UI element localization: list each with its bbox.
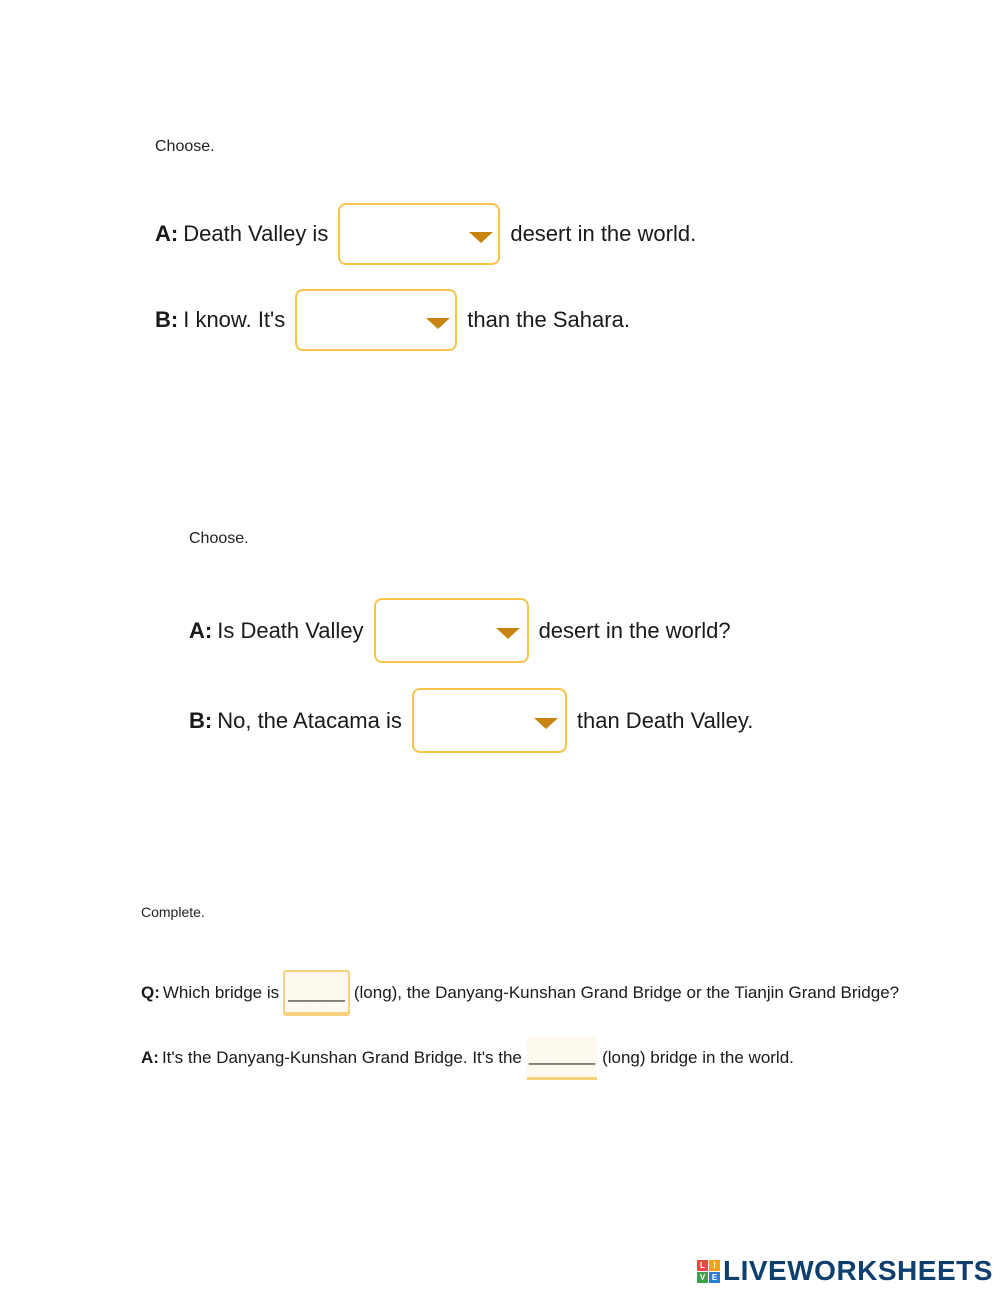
logo-tile: E [709, 1272, 720, 1283]
sentence-text-after: desert in the world? [538, 617, 731, 643]
logo-tile: L [697, 1260, 708, 1271]
speaker-label: A: [189, 617, 213, 643]
answer-dropdown-1[interactable] [338, 203, 500, 265]
sentence-text-after: (long) bridge in the world. [602, 1048, 794, 1067]
chevron-down-icon [426, 318, 450, 329]
chevron-down-icon [496, 628, 520, 639]
answer-blank-2[interactable]: _______ [527, 1036, 597, 1080]
sentence-text-after: desert in the world. [510, 221, 697, 246]
logo-tile: I [709, 1260, 720, 1271]
sentence-text-before: Is Death Valley [217, 617, 364, 643]
chevron-down-icon [534, 718, 558, 729]
sentence-1a [155, 203, 696, 265]
sentence-text-before: Death Valley is [183, 221, 329, 246]
speaker-label: B: [189, 707, 213, 733]
logo-text: LIVEWORKSHEETS [723, 1255, 993, 1286]
logo-tile: V [697, 1272, 708, 1283]
instruction-complete: Complete. [141, 904, 205, 920]
answer-blank-1[interactable]: ______ [283, 970, 350, 1016]
speaker-label: A: [141, 1048, 159, 1067]
sentence-text-after: than Death Valley. [576, 707, 754, 733]
chevron-down-icon [469, 232, 493, 243]
speaker-label: B: [155, 307, 179, 332]
speaker-label: A: [155, 221, 179, 246]
answer-dropdown-2[interactable] [295, 289, 457, 351]
sentence-text-before: Which bridge is [162, 983, 280, 1002]
answer-dropdown-4[interactable] [412, 688, 567, 753]
sentence-2a [189, 598, 731, 663]
instruction-choose-2: Choose. [189, 530, 249, 547]
sentence-text-before: It's the Danyang-Kunshan Grand Bridge. It's the [161, 1048, 522, 1067]
sentence-2b [189, 688, 753, 753]
sentence-text-after: than the Sahara. [467, 307, 630, 332]
sentence-3a [141, 1036, 794, 1080]
sentence-3q [141, 970, 899, 1016]
instruction-choose-1: Choose. [155, 138, 215, 155]
liveworksheets-logo[interactable] [697, 1255, 993, 1287]
speaker-label: Q: [141, 983, 160, 1002]
sentence-text-after: (long), the Danyang-Kunshan Grand Bridge or the Tianjin Grand Bridge? [353, 983, 900, 1002]
logo-tiles-icon [697, 1260, 720, 1283]
sentence-text-before: I know. It's [183, 307, 286, 332]
sentence-1b [155, 289, 630, 351]
sentence-text-before: No, the Atacama is [217, 707, 402, 733]
answer-dropdown-3[interactable] [374, 598, 529, 663]
